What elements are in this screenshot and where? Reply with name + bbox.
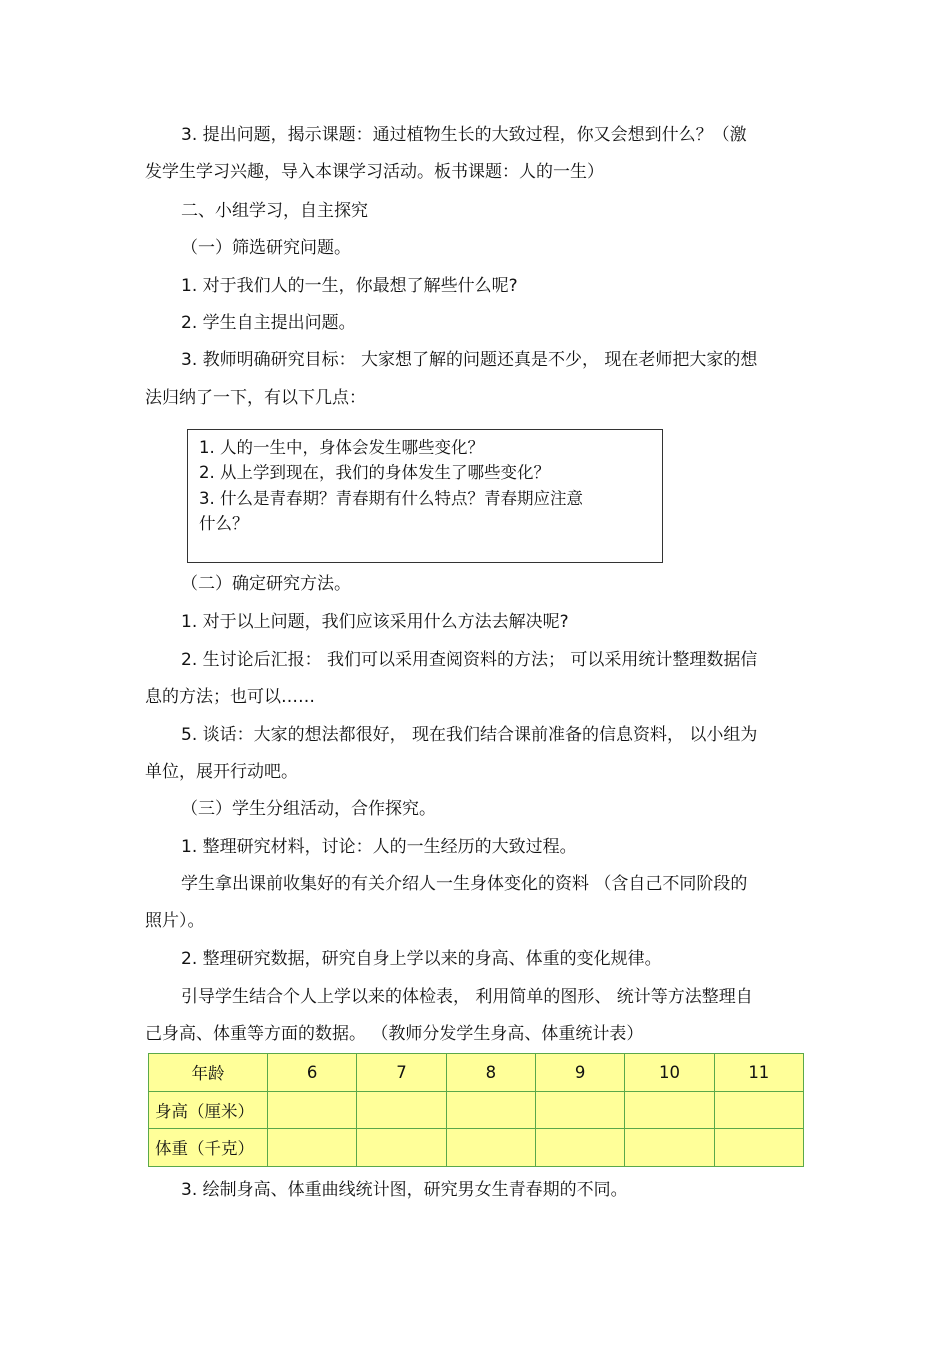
- paragraph: 2. 学生自主提出问题。: [181, 313, 356, 333]
- table-header-row: [149, 1054, 804, 1092]
- height-weight-table: [148, 1053, 804, 1167]
- questions-box: [187, 429, 663, 563]
- box-line: 2. 从上学到现在，我们的身体发生了哪些变化？: [199, 463, 550, 482]
- table-cell[interactable]: [446, 1091, 535, 1129]
- table-header-cell: 8: [446, 1054, 535, 1092]
- table-cell[interactable]: [714, 1091, 803, 1129]
- paragraph: 2. 整理研究数据，研究自身上学以来的身高、体重的变化规律。: [181, 949, 662, 969]
- row-label: 体重（千克）: [149, 1129, 268, 1167]
- table-cell[interactable]: [714, 1129, 803, 1167]
- paragraph: 息的方法；也可以……: [145, 687, 315, 707]
- subsection-heading: （二）确定研究方法。: [181, 574, 351, 594]
- box-line: 1. 人的一生中，身体会发生哪些变化？: [199, 438, 484, 457]
- table-cell[interactable]: [357, 1129, 446, 1167]
- box-line: 3. 什么是青春期？青春期有什么特点？青春期应注意: [199, 489, 583, 508]
- table-header-cell: 11: [714, 1054, 803, 1092]
- paragraph: 学生拿出课前收集好的有关介绍人一生身体变化的资料 （含自己不同阶段的: [181, 874, 748, 894]
- subsection-heading: （三）学生分组活动，合作探究。: [181, 799, 436, 819]
- table-header-cell: 9: [535, 1054, 624, 1092]
- table-header-cell: 10: [625, 1054, 714, 1092]
- paragraph: 1. 对于以上问题，我们应该采用什么方法去解决呢?: [181, 612, 569, 632]
- table-header-cell: 6: [268, 1054, 357, 1092]
- paragraph: 3. 绘制身高、体重曲线统计图，研究男女生青春期的不同。: [181, 1180, 628, 1200]
- subsection-heading: （一）筛选研究问题。: [181, 238, 351, 258]
- paragraph: 单位，展开行动吧。: [145, 762, 298, 782]
- paragraph: 引导学生结合个人上学以来的体检表， 利用简单的图形、 统计等方法整理自: [181, 987, 753, 1007]
- table-cell[interactable]: [268, 1091, 357, 1129]
- table-cell[interactable]: [535, 1129, 624, 1167]
- row-label: 身高（厘米）: [149, 1091, 268, 1129]
- paragraph: 2. 生讨论后汇报： 我们可以采用查阅资料的方法； 可以采用统计整理数据信: [181, 650, 758, 670]
- table-row: [149, 1091, 804, 1129]
- paragraph: 发学生学习兴趣，导入本课学习活动。板书课题：人的一生）: [145, 162, 604, 182]
- box-line: 什么？: [199, 514, 249, 533]
- table-cell[interactable]: [625, 1129, 714, 1167]
- table-cell[interactable]: [625, 1091, 714, 1129]
- paragraph: 3. 教师明确研究目标： 大家想了解的问题还真是不少， 现在老师把大家的想: [181, 350, 758, 370]
- section-heading: 二、小组学习，自主探究: [181, 201, 368, 221]
- table-header-cell: 年龄: [149, 1054, 268, 1092]
- table-row: [149, 1129, 804, 1167]
- paragraph: 1. 对于我们人的一生，你最想了解些什么呢?: [181, 276, 518, 296]
- table-cell[interactable]: [268, 1129, 357, 1167]
- paragraph: 法归纳了一下，有以下几点：: [145, 388, 366, 408]
- table-header-cell: 7: [357, 1054, 446, 1092]
- paragraph: 5. 谈话：大家的想法都很好， 现在我们结合课前准备的信息资料， 以小组为: [181, 725, 758, 745]
- paragraph: 己身高、体重等方面的数据。 （教师分发学生身高、体重统计表）: [145, 1024, 644, 1044]
- table-cell[interactable]: [535, 1091, 624, 1129]
- paragraph: 3. 提出问题，揭示课题：通过植物生长的大致过程，你又会想到什么？（激: [181, 125, 747, 145]
- paragraph: 照片）。: [145, 911, 205, 931]
- table-cell[interactable]: [446, 1129, 535, 1167]
- table-cell[interactable]: [357, 1091, 446, 1129]
- paragraph: 1. 整理研究材料，讨论：人的一生经历的大致过程。: [181, 837, 577, 857]
